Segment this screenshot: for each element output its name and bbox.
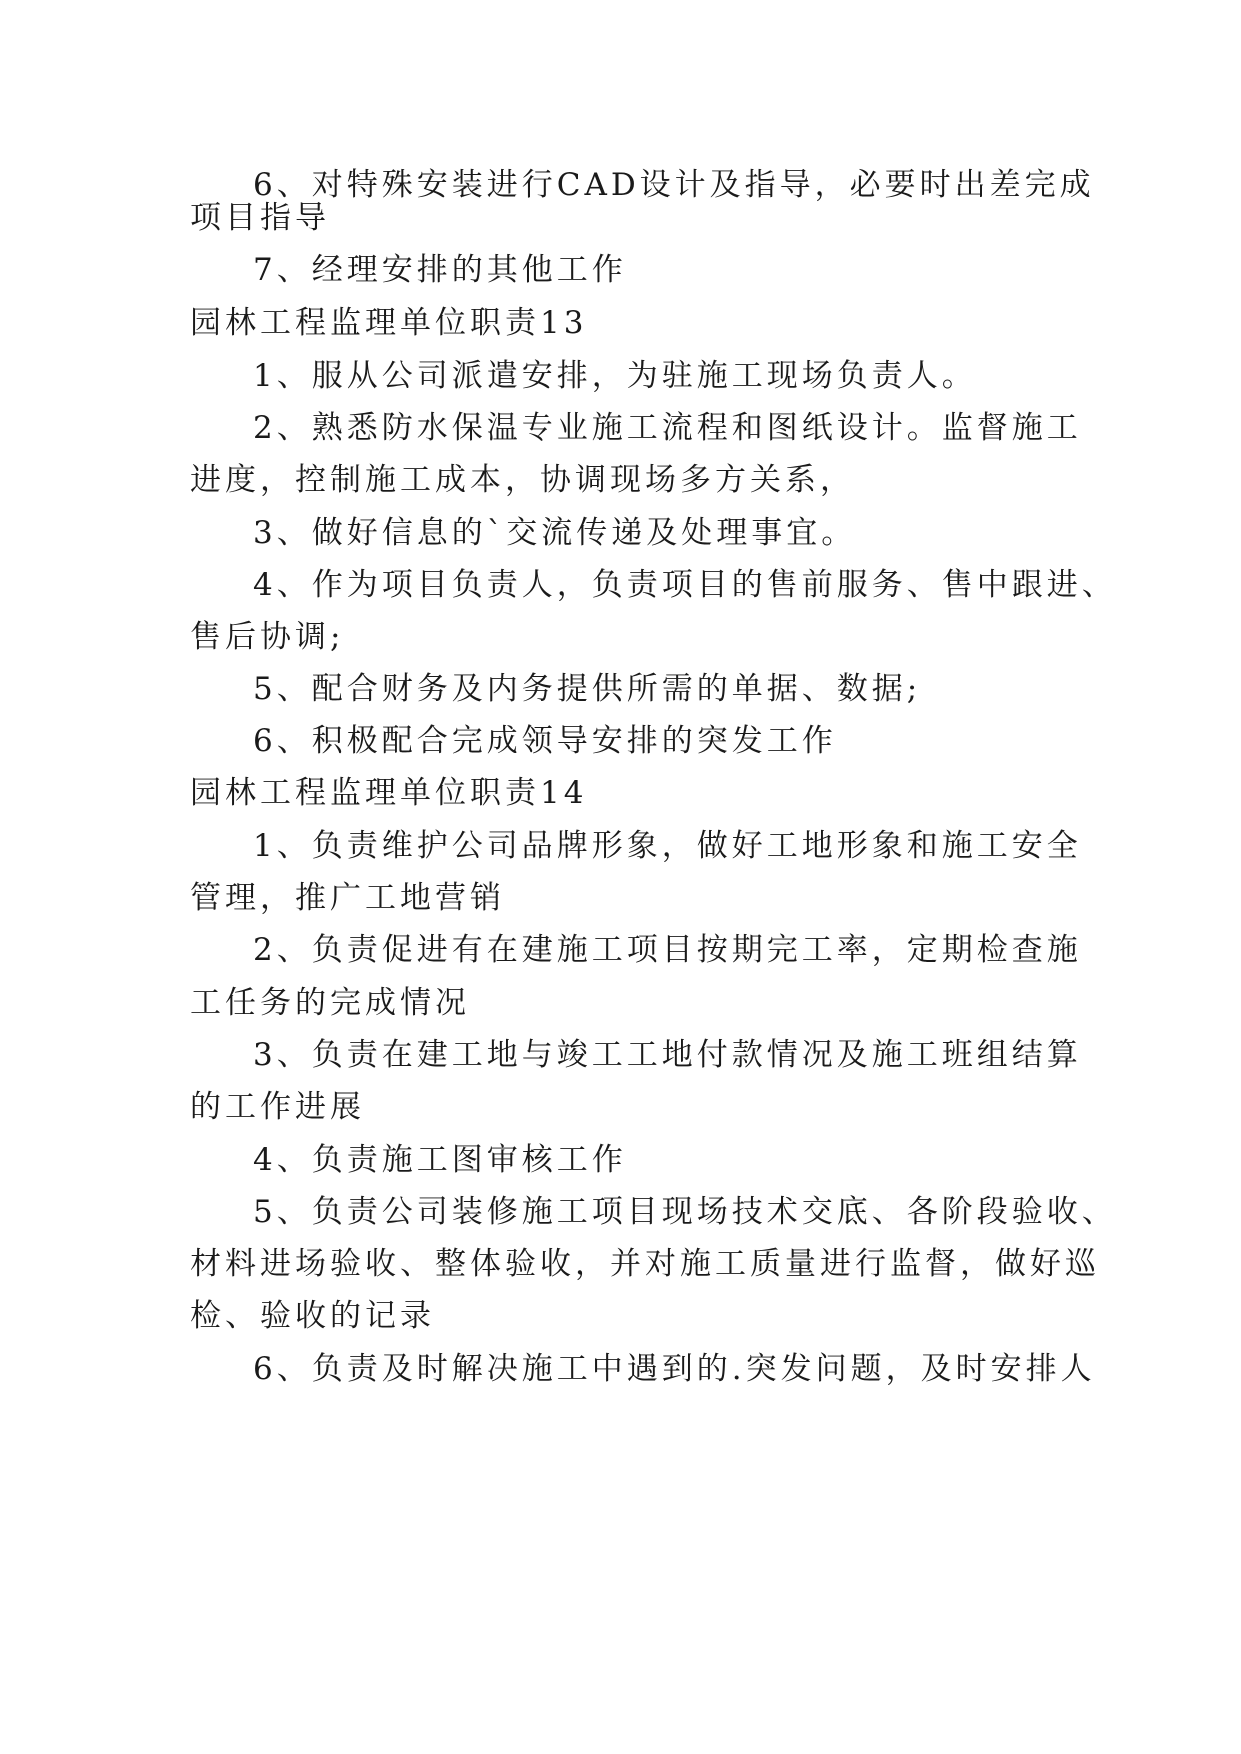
section-heading: 园林工程监理单位职责13	[190, 305, 588, 341]
paragraph-line: 6、对特殊安装进行CAD设计及指导，必要时出差完成	[253, 167, 1095, 203]
paragraph-line: 1、负责维护公司品牌形象，做好工地形象和施工安全	[253, 828, 1082, 864]
paragraph-line: 4、负责施工图审核工作	[253, 1142, 627, 1178]
paragraph-line: 工任务的完成情况	[190, 985, 470, 1021]
paragraph-line: 的工作进展	[190, 1089, 365, 1125]
paragraph-line: 管理，推广工地营销	[190, 880, 505, 916]
paragraph-line: 2、熟悉防水保温专业施工流程和图纸设计。监督施工	[253, 410, 1082, 446]
paragraph-line: 6、积极配合完成领导安排的突发工作	[253, 723, 837, 759]
paragraph-line: 材料进场验收、整体验收，并对施工质量进行监督，做好巡	[190, 1246, 1100, 1282]
paragraph-line: 3、做好信息的`交流传递及处理事宜。	[253, 515, 857, 551]
paragraph-line: 5、负责公司装修施工项目现场技术交底、各阶段验收、	[253, 1194, 1117, 1230]
paragraph-line: 项目指导	[190, 200, 330, 236]
paragraph-line: 5、配合财务及内务提供所需的单据、数据;	[253, 671, 922, 707]
paragraph-line: 售后协调;	[190, 619, 345, 655]
paragraph-line: 检、验收的记录	[190, 1298, 435, 1334]
paragraph-line: 1、服从公司派遣安排，为驻施工现场负责人。	[253, 358, 977, 394]
paragraph-line: 4、作为项目负责人，负责项目的售前服务、售中跟进、	[253, 567, 1117, 603]
paragraph-line: 3、负责在建工地与竣工工地付款情况及施工班组结算	[253, 1037, 1082, 1073]
paragraph-line: 进度，控制施工成本，协调现场多方关系，	[190, 462, 855, 498]
section-heading: 园林工程监理单位职责14	[190, 775, 588, 811]
paragraph-line: 2、负责促进有在建施工项目按期完工率，定期检查施	[253, 932, 1082, 968]
paragraph-line: 7、经理安排的其他工作	[253, 252, 627, 288]
paragraph-line: 6、负责及时解决施工中遇到的.突发问题，及时安排人	[253, 1351, 1096, 1387]
